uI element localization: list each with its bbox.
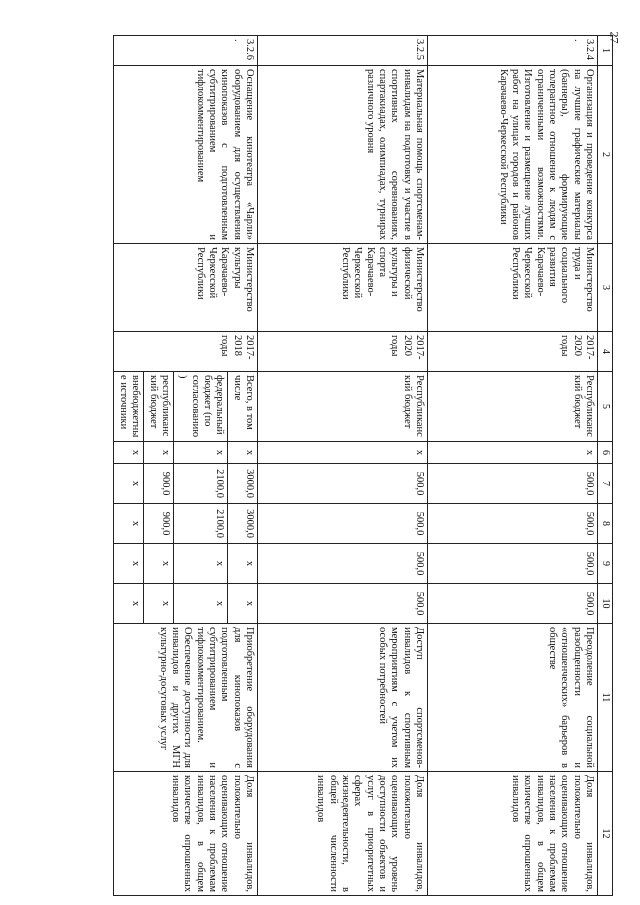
value-cell: 900,0: [144, 504, 174, 544]
source-cell: Республиканский бюджет: [258, 372, 428, 442]
value-cell: 3000,0: [228, 504, 258, 544]
value-cell: x: [144, 442, 174, 464]
source-cell: республиканский бюджет: [144, 372, 174, 442]
value-cell: x: [144, 544, 174, 584]
value-cell: x: [114, 442, 144, 464]
value-cell: 2100,0: [173, 464, 228, 504]
result-cell: Доступ спортсменов-инвалидов к спортивным мероприятиям с учетом их особых потребностей: [258, 624, 428, 772]
value-cell: 500,0: [258, 504, 428, 544]
value-cell: x: [228, 544, 258, 584]
value-cell: x: [428, 442, 598, 464]
value-cell: x: [114, 544, 144, 584]
source-cell: Всего, в том числе: [228, 372, 258, 442]
header-cell: 6: [598, 442, 613, 464]
value-cell: 3000,0: [228, 464, 258, 504]
header-cell: 1: [598, 36, 613, 66]
value-cell: 500,0: [428, 544, 598, 584]
value-cell: x: [173, 584, 228, 624]
indicator-cell: Доля инвалидов, положительно оценивающих уровень доступности объектов и услуг в приоритетных сферах жизнедеятельности, в общей численности инвалидов: [258, 772, 428, 896]
period-cell: 2017-2018 годы: [114, 332, 258, 372]
period-cell: 2017-2020 годы: [428, 332, 598, 372]
value-cell: x: [173, 544, 228, 584]
result-cell: Приобретение оборудования для кинопоказов с подготовленным субтитрированием и тифлокомментированием. Обеспечение доступности для инвалидов и других МГН культурно-досуговых услуг: [114, 624, 258, 772]
value-cell: x: [228, 584, 258, 624]
value-cell: 500,0: [258, 584, 428, 624]
value-cell: 500,0: [428, 584, 598, 624]
value-cell: x: [144, 584, 174, 624]
header-cell: 9: [598, 544, 613, 584]
header-cell: 5: [598, 372, 613, 442]
table-row: [428, 36, 598, 896]
activity-cell: Организация и проведение конкурса на лучшие графические материалы (баннеры), формирующие толерантное отношение к людям с ограниченными возможностями. Изготовление и размещение лучших работ на улицах городов и районов Карачаево-Черкесской Республики: [428, 66, 598, 244]
row-number: 3.2.6.: [114, 36, 258, 66]
value-cell: 2100,0: [173, 504, 228, 544]
indicator-cell: Доля инвалидов, положительно оценивающих отношение населения к проблемам инвалидов, в общем количестве опрошенных инвалидов: [428, 772, 598, 896]
result-cell: Преодоление социальной разобщенности и «отношенческих» барьеров в обществе: [428, 624, 598, 772]
program-activities-table: [113, 35, 613, 896]
table-row: [228, 36, 258, 896]
header-cell: 10: [598, 584, 613, 624]
activity-cell: Оснащение кинотеатра «Чарли» оборудованием для осуществления кинопоказов с подготовленным субтитрированием и тифлокомментированием: [114, 66, 258, 244]
value-cell: 900,0: [144, 464, 174, 504]
executor-cell: Министерство культуры Карачаево-Черкесской Республики: [114, 244, 258, 332]
source-cell: внебюджетные источники: [114, 372, 144, 442]
header-row: [598, 36, 613, 896]
executor-cell: Министерство труда и социального развития Карачаево-Черкесской Республики: [428, 244, 598, 332]
source-cell: Республиканский бюджет: [428, 372, 598, 442]
header-cell: 4: [598, 332, 613, 372]
source-cell: федеральный бюджет (по согласованию): [173, 372, 228, 442]
row-number: 3.2.4.: [428, 36, 598, 66]
value-cell: 500,0: [258, 464, 428, 504]
value-cell: 500,0: [258, 544, 428, 584]
header-cell: 2: [598, 66, 613, 244]
value-cell: x: [228, 442, 258, 464]
rotated-table-container: [43, 35, 613, 895]
header-cell: 8: [598, 504, 613, 544]
value-cell: x: [114, 464, 144, 504]
period-cell: 2017-2020 годы: [258, 332, 428, 372]
activity-cell: Материальная помощь спортсменам-инвалидам на подготовку и участие в спортивных соревнованиях, спартакиадах, олимпиадах, турнирах различного уровня: [258, 66, 428, 244]
header-cell: 3: [598, 244, 613, 332]
value-cell: x: [173, 442, 228, 464]
row-number: 3.2.5: [258, 36, 428, 66]
value-cell: 500,0: [428, 504, 598, 544]
page-number: 27: [607, 31, 622, 44]
indicator-cell: Доля инвалидов, положительно оценивающих отношение населения к проблемам инвалидов, в общем количестве опрошенных инвалидов: [114, 772, 258, 896]
header-cell: 7: [598, 464, 613, 504]
value-cell: x: [258, 442, 428, 464]
header-cell: 11: [598, 624, 613, 772]
value-cell: x: [114, 504, 144, 544]
table-row: [258, 36, 428, 896]
executor-cell: Министерство физической культуры и спорта Карачаево-Черкесской Республики: [258, 244, 428, 332]
value-cell: 500,0: [428, 464, 598, 504]
header-cell: 12: [598, 772, 613, 896]
value-cell: x: [114, 584, 144, 624]
